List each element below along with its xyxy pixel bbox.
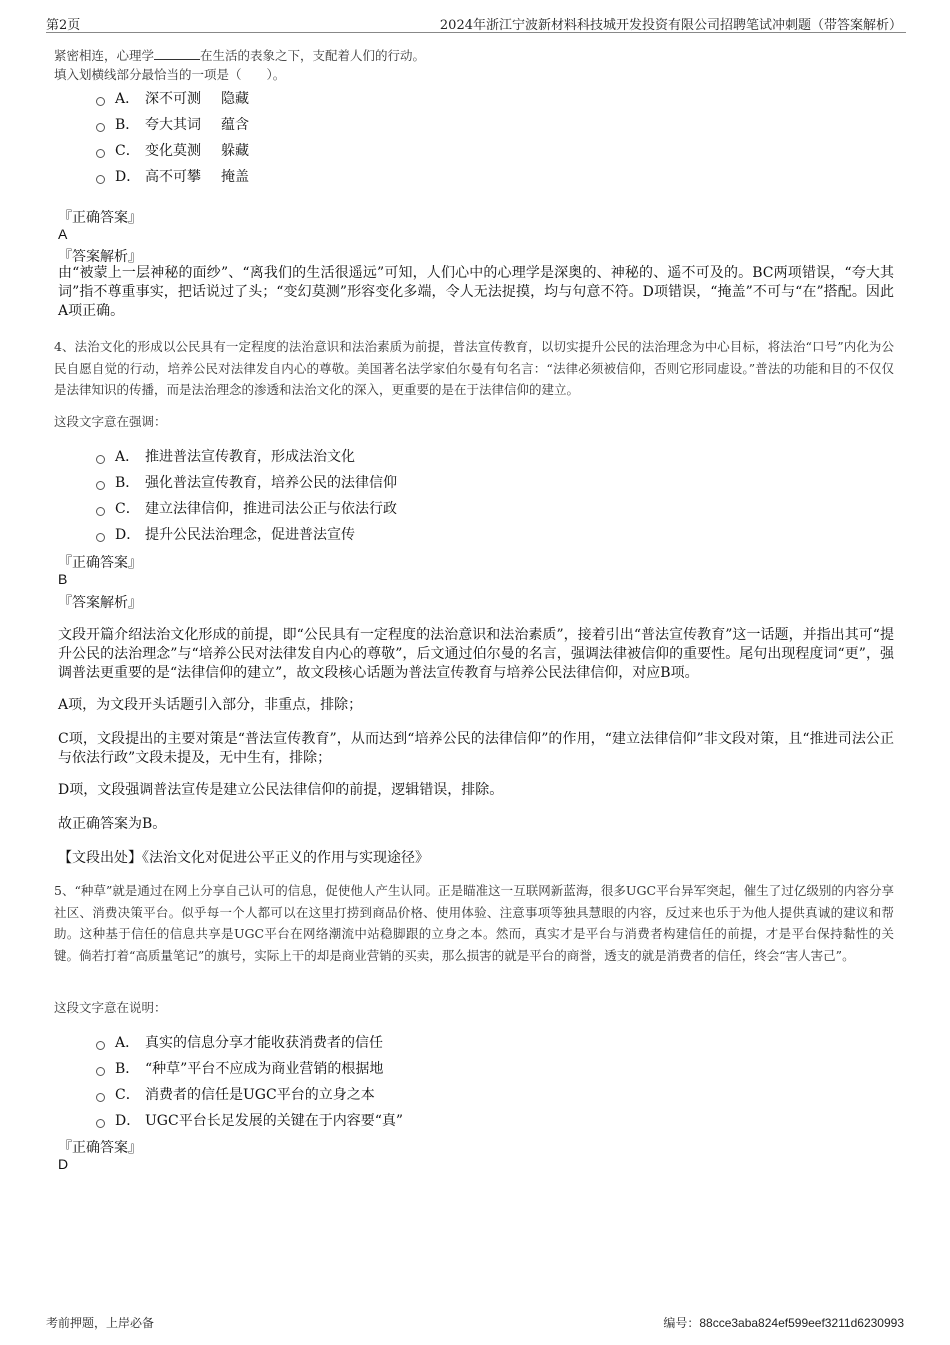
q5-prompt: 这段文字意在说明：: [54, 1000, 167, 1015]
radio-icon[interactable]: [96, 481, 105, 490]
radio-icon[interactable]: [96, 1041, 105, 1050]
radio-icon[interactable]: [96, 97, 105, 106]
page-header: [46, 12, 906, 33]
q5-option-b[interactable]: B． “种草”平台不应成为商业营销的根据地: [96, 1058, 383, 1078]
q3-analysis: 由“被蒙上一层神秘的面纱”、“离我们的生活很遥远”可知，人们心中的心理学是深奥的、神秘的、遥不可及的。BC两项错误，“夸大其词”指不尊重事实，把话说过了头；“变幻莫测”形容变化多端，令人无法捉摸，均与句意不符。D项错误，“掩盖”不可与“在”搭配。因此A项正确。: [58, 265, 894, 319]
radio-icon[interactable]: [96, 175, 105, 184]
radio-icon[interactable]: [96, 149, 105, 158]
footer-slogan: 考前押题，上岸必备: [46, 1316, 155, 1330]
q5-answer-label: 『正确答案』: [58, 1140, 142, 1156]
q3-prompt: 填入划横线部分最恰当的一项是（ ）。: [54, 67, 286, 82]
document-title: 2024年浙江宁波新材料科技城开发投资有限公司招聘笔试冲刺题（带答案解析）: [439, 18, 902, 33]
footer-code: 编号：88cce3aba824ef599eef3211d6230993: [663, 1316, 904, 1330]
q5-stem: 5、“种草”就是通过在网上分享自己认可的信息，促使他人产生认同。正是瞄准这一互联网新蓝海，很多UGC平台异军突起，催生了过亿级别的内容分享社区、消费决策平台。似乎每一个人都可以在这里打捞到商品价格、使用体验、注意事项等独具慧眼的内容，反过来也乐于为他人提供真诚的建议和帮助。这种基于信任的信息共享是UGC平台在网络潮流中站稳脚跟的立身之本。然而，真实才是平台与消费者构建信任的前提，才是平台保持黏性的关键。倘若打着“高质量笔记”的旗号，实际上干的却是商业营销的买卖，那么损害的就是平台的商誉，透支的就是消费者的信任，终会“害人害己”。: [54, 883, 894, 963]
q5-option-c[interactable]: C． 消费者的信任是UGC平台的立身之本: [96, 1084, 375, 1104]
q3-option-b[interactable]: B． 夸大其词 蕴含: [96, 114, 249, 134]
q4-source: 【文段出处】《法治文化对促进公平正义的作用与实现途径》: [58, 850, 429, 866]
q3-answer-label: 『正确答案』: [58, 210, 142, 226]
radio-icon[interactable]: [96, 533, 105, 542]
q4-analysis-p3: C项，文段提出的主要对策是“普法宣传教育”，从而达到“培养公民的法律信仰”的作用，“建立法律信仰”非文段对策，且“推进司法公正与依法行政”文段未提及，无中生有，排除；: [58, 731, 894, 766]
q3-option-c[interactable]: C． 变化莫测 躲藏: [96, 140, 249, 160]
q5-option-a[interactable]: A． 真实的信息分享才能收获消费者的信任: [96, 1032, 383, 1052]
page-footer: [46, 1312, 906, 1332]
q5-answer: D: [58, 1156, 69, 1172]
radio-icon[interactable]: [96, 455, 105, 464]
radio-icon[interactable]: [96, 1067, 105, 1076]
q3-option-d[interactable]: D． 高不可攀 掩盖: [96, 166, 249, 186]
radio-icon[interactable]: [96, 507, 105, 516]
q3-stem: 紧密相连，心理学 在生活的表象之下，支配着人们的行动。: [54, 48, 426, 63]
q4-analysis-p5: 故正确答案为B。: [58, 816, 167, 832]
q4-option-b[interactable]: B． 强化普法宣传教育，培养公民的法律信仰: [96, 472, 397, 492]
q3-option-a[interactable]: A． 深不可测 隐藏: [96, 88, 249, 108]
q4-analysis-p2: A项，为文段开头话题引入部分，非重点，排除；: [58, 697, 363, 713]
radio-icon[interactable]: [96, 1093, 105, 1102]
radio-icon[interactable]: [96, 1119, 105, 1128]
q3-answer: A: [58, 226, 68, 242]
fill-blank: [154, 47, 200, 60]
q4-answer: B: [58, 571, 68, 587]
q4-analysis-label: 『答案解析』: [58, 595, 142, 611]
q5-option-d[interactable]: D． UGC平台长足发展的关键在于内容要“真”: [96, 1110, 403, 1130]
q4-prompt: 这段文字意在强调：: [54, 414, 167, 429]
q4-analysis-p1: 文段开篇介绍法治文化形成的前提，即“公民具有一定程度的法治意识和法治素质”，接着引出“普法宣传教育”这一话题，并指出其可“提升公民的法治理念”与“培养公民对法律发自内心的尊敬”，后文通过伯尔曼的名言，强调法律被信仰的重要性。尾句出现程度词“更”，强调普法更重要的是“法律信仰的建立”，故文段核心话题为普法宣传教育与培养公民法律信仰，对应B项。: [58, 627, 894, 681]
q4-analysis-p4: D项，文段强调普法宣传是建立公民法律信仰的前提，逻辑错误，排除。: [58, 782, 504, 798]
q4-option-a[interactable]: A． 推进普法宣传教育，形成法治文化: [96, 446, 355, 466]
q3-analysis-label: 『答案解析』: [58, 249, 142, 265]
q4-option-c[interactable]: C． 建立法律信仰，推进司法公正与依法行政: [96, 498, 397, 518]
q4-option-d[interactable]: D． 提升公民法治理念，促进普法宣传: [96, 524, 355, 544]
q4-answer-label: 『正确答案』: [58, 555, 142, 571]
q4-stem: 4、法治文化的形成以公民具有一定程度的法治意识和法治素质为前提，普法宣传教育，以切实提升公民的法治理念为中心目标，将法治“口号”内化为公民自愿自觉的行动，培养公民对法律发自内心的尊敬。美国著名法学家伯尔曼有句名言：“法律必须被信仰，否则它形同虚设。”普法的功能和目的不仅仅是法律知识的传播，而是法治理念的渗透和法治文化的深入，更重要的是在于法律信仰的建立。: [54, 339, 894, 397]
radio-icon[interactable]: [96, 123, 105, 132]
page-number: 第2页: [46, 18, 81, 33]
